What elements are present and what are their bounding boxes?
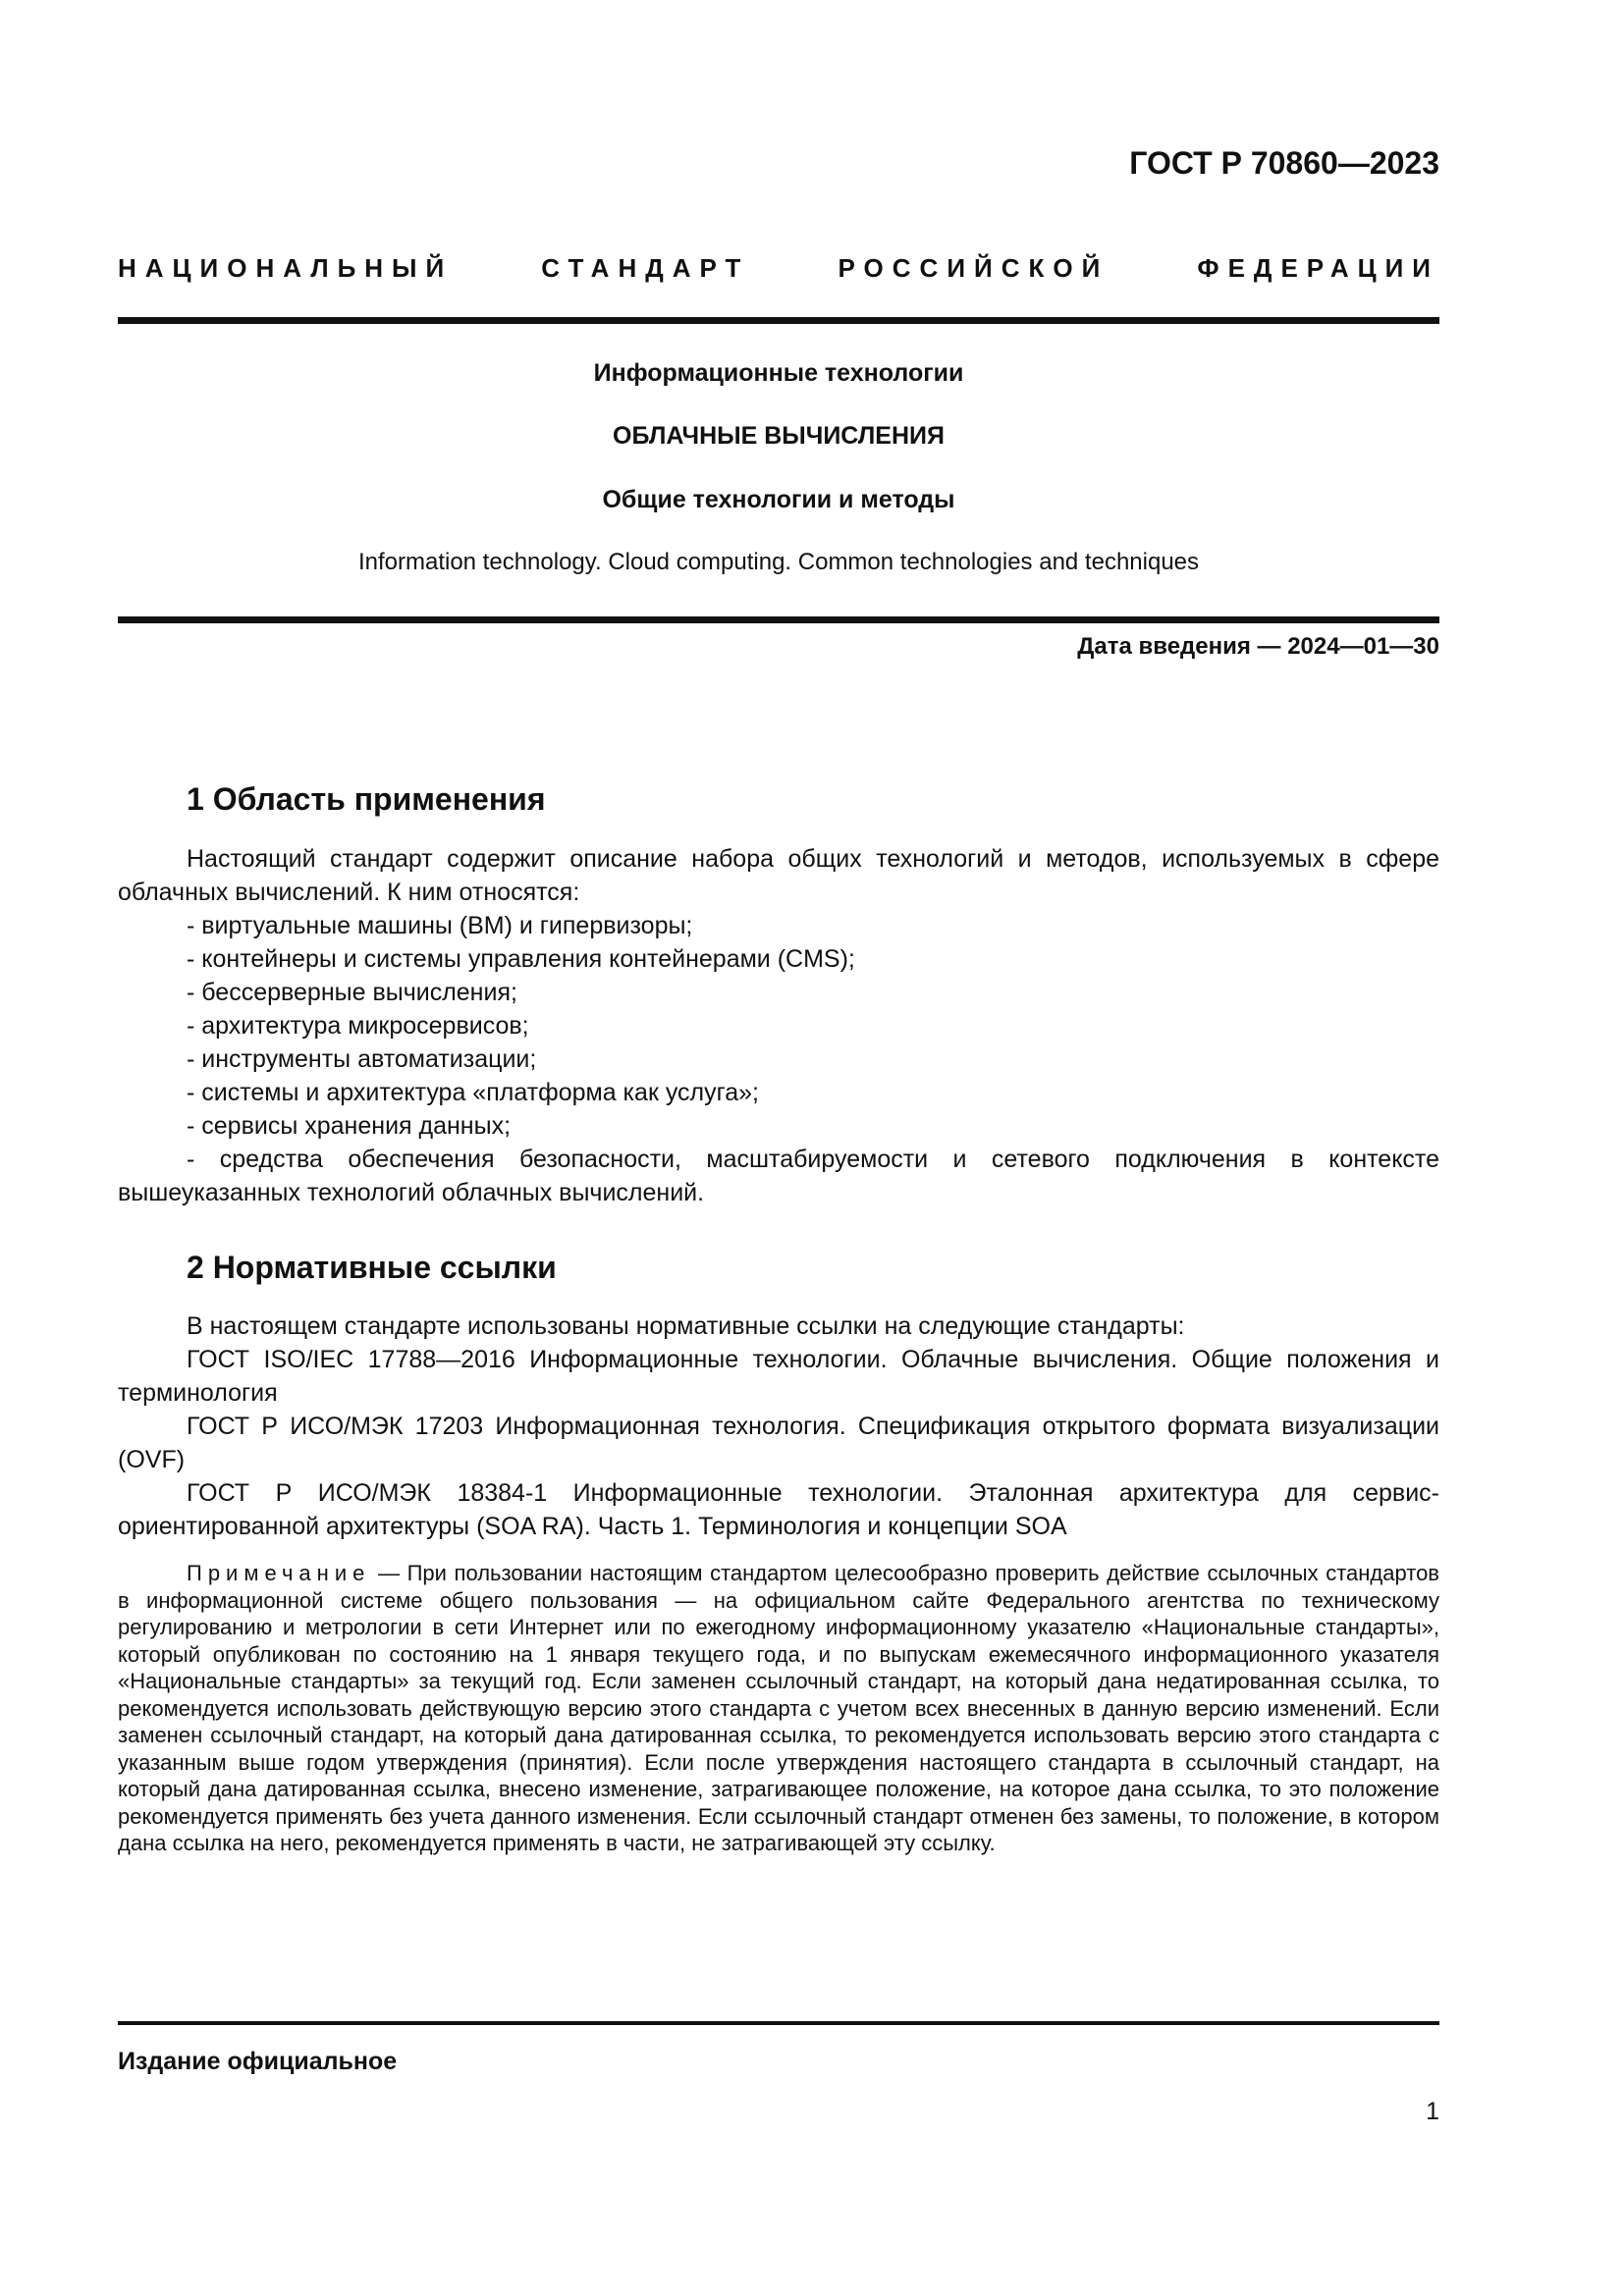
- list-item: - виртуальные машины (ВМ) и гипервизоры;: [187, 912, 693, 939]
- national-standard-banner: НАЦИОНАЛЬНЫЙ СТАНДАРТ РОССИЙСКОЙ ФЕДЕРАЦИИ: [118, 253, 1439, 283]
- title-line-2: ОБЛАЧНЫЕ ВЫЧИСЛЕНИЯ: [613, 422, 945, 450]
- note-text: — При пользовании настоящим стандартом целесообразно проверить действие ссылочных стандартов в информационной системе общего пользования — на официальном сайте Федерального агентства по техническому регулированию и метрологии в сети Интернет или по ежегодному информационному указателю «Национальные стандарты», который опубликован по состоянию на 1 января текущего года, и по выпускам ежемесячного информационного указателя «Национальные стандарты» за текущий год. Если заменен ссылочный стандарт, на который дана недатированная ссылка, то рекомендуется использовать действующую версию этого стандарта с учетом всех внесенных в данную версию изменений. Если заменен ссылочный стандарт, на который дана датированная ссылка, то рекомендуется использовать версию этого стандарта с указанным выше годом утверждения (принятия). Если после утверждения настоящего стандарта в ссылочный стандарт, на который дана датированная ссылка, внесено изменение, затрагивающее положение, на которое дана ссылка, то это положение рекомендуется применять без учета данного изменения. Если ссылочный стандарт отменен без замены, то положение, в котором дана ссылка на него, рекомендуется применять в части, не затрагивающей эту ссылку.: [118, 1561, 1439, 1855]
- section-2-body: [118, 1309, 1439, 1543]
- list-item: - архитектура микросервисов;: [187, 1012, 529, 1040]
- note-label: Примечание: [187, 1561, 371, 1585]
- title-line-3: Общие технологии и методы: [602, 486, 955, 513]
- title-divider: [118, 616, 1439, 623]
- footer-divider: [118, 2021, 1439, 2025]
- section-2-heading: 2 Нормативные ссылки: [187, 1250, 557, 1285]
- list-item: - системы и архитектура «платформа как услуга»;: [187, 1079, 759, 1106]
- reference-item: ГОСТ Р ИСО/МЭК 17203 Информационная технология. Спецификация открытого формата визуализации (OVF): [118, 1413, 1439, 1473]
- section-2-intro: В настоящем стандарте использованы нормативные ссылки на следующие стандарты:: [187, 1312, 1185, 1340]
- list-item: - контейнеры и системы управления контейнерами (CMS);: [187, 945, 855, 973]
- reference-item: ГОСТ ISO/IEC 17788—2016 Информационные технологии. Облачные вычисления. Общие положения и терминология: [118, 1346, 1439, 1407]
- document-number: ГОСТ Р 70860—2023: [1129, 145, 1439, 181]
- section-1-intro: Настоящий стандарт содержит описание набора общих технологий и методов, используемых в сфере облачных вычислений. К ним относятся:: [118, 845, 1439, 906]
- section-1-heading: 1 Область применения: [187, 781, 546, 817]
- introduction-date: Дата введения — 2024—01—30: [1077, 633, 1439, 660]
- reference-item: ГОСТ Р ИСО/МЭК 18384-1 Информационные технологии. Эталонная архитектура для сервис-ориентированной архитектуры (SOA RA). Часть 1. Терминология и концепции SOA: [118, 1479, 1439, 1540]
- section-1-body: [118, 842, 1439, 1209]
- top-divider: [118, 317, 1439, 324]
- list-item: - инструменты автоматизации;: [187, 1045, 537, 1073]
- edition-label: Издание официальное: [118, 2048, 398, 2075]
- list-item: - бессерверные вычисления;: [187, 979, 517, 1006]
- list-item: - сервисы хранения данных;: [187, 1112, 512, 1140]
- english-title: Information technology. Cloud computing. Common technologies and techniques: [357, 549, 1200, 575]
- list-item-last: - средства обеспечения безопасности, масштабируемости и сетевого подключения в контексте вышеуказанных технологий облачных вычислений.: [118, 1146, 1439, 1206]
- reference-note: [118, 1560, 1439, 1857]
- title-line-1: Информационные технологии: [593, 359, 964, 387]
- page-number: 1: [1426, 2098, 1439, 2125]
